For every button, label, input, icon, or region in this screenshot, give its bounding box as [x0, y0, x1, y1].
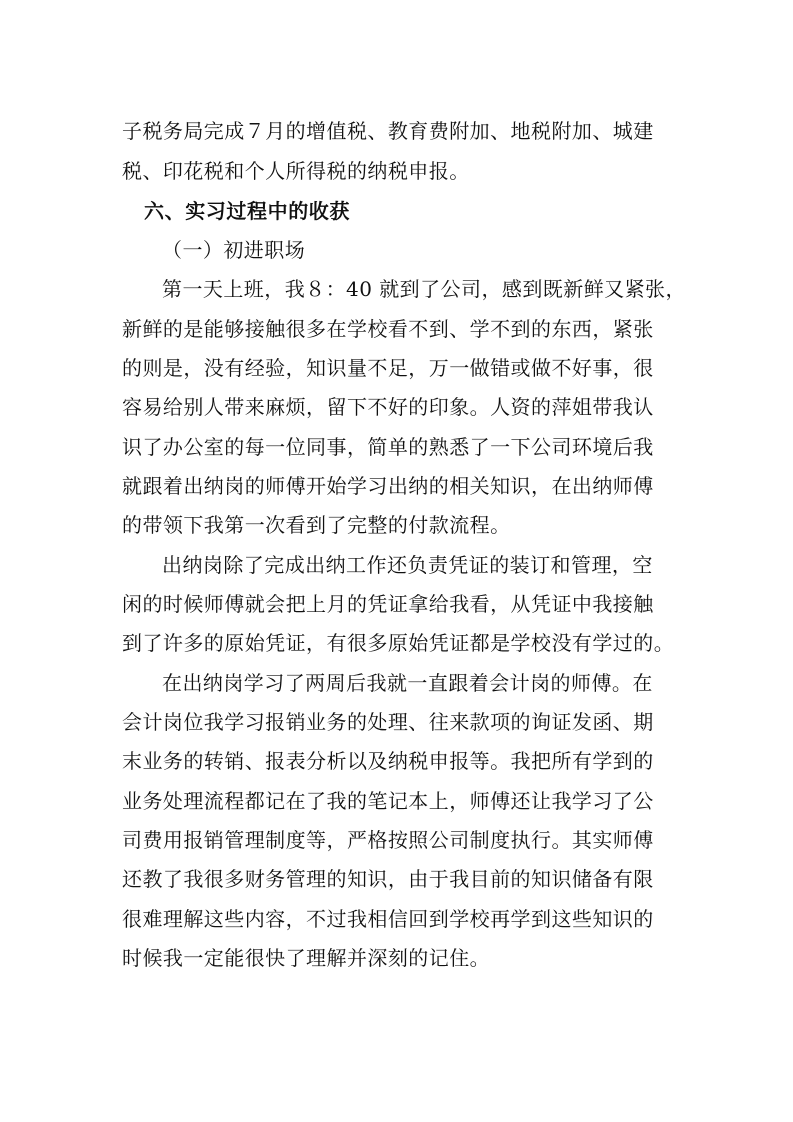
paragraph1-line-7: 的带领下我第一次看到了完整的付款流程。: [122, 513, 511, 537]
intro-line-1: 子税务局完成７月的增值税、教育费附加、地税附加、城建: [122, 119, 654, 143]
paragraph3-line-6: 还教了我很多财务管理的知识，由于我目前的知识储备有限: [122, 867, 654, 891]
paragraph3-line-5: 司费用报销管理制度等，严格按照公司制度执行。其实师傅: [122, 828, 654, 852]
paragraph3-line-8: 时候我一定能很快了理解并深刻的记住。: [122, 946, 491, 970]
paragraph2-line-3: 到了许多的原始凭证，有很多原始凭证都是学校没有学过的。: [122, 631, 675, 655]
paragraph1-line-4: 容易给别人带来麻烦，留下不好的印象。人资的萍姐带我认: [122, 395, 654, 419]
subsection-heading: （一）初进职场: [162, 238, 306, 262]
paragraph1-line-3: 的则是，没有经验，知识量不足，万一做错或做不好事，很: [122, 356, 654, 380]
paragraph3-line-3: 末业务的转销、报表分析以及纳税申报等。我把所有学到的: [122, 749, 654, 773]
intro-line-2: 税、印花税和个人所得税的纳税申报。: [122, 159, 470, 183]
paragraph1-line-1: 第一天上班，我８：40 就到了公司，感到既新鲜又紧张，: [162, 277, 686, 301]
paragraph3-line-4: 业务处理流程都记在了我的笔记本上，师傅还让我学习了公: [122, 789, 654, 813]
section-heading: 六、实习过程中的收获: [144, 199, 350, 223]
paragraph1-line-5: 识了办公室的每一位同事，简单的熟悉了一下公司环境后我: [122, 435, 654, 459]
paragraph2-line-2: 闲的时候师傅就会把上月的凭证拿给我看，从凭证中我接触: [122, 592, 654, 616]
paragraph3-line-7: 很难理解这些内容，不过我相信回到学校再学到这些知识的: [122, 907, 654, 931]
paragraph1-line-6: 就跟着出纳岗的师傅开始学习出纳的相关知识，在出纳师傅: [122, 474, 654, 498]
paragraph1-line-2: 新鲜的是能够接触很多在学校看不到、学不到的东西，紧张: [122, 317, 654, 341]
paragraph3-line-2: 会计岗位我学习报销业务的处理、往来款项的询证发函、期: [122, 710, 654, 734]
paragraph2-line-1: 出纳岗除了完成出纳工作还负责凭证的装订和管理，空: [162, 553, 653, 577]
paragraph3-line-1: 在出纳岗学习了两周后我就一直跟着会计岗的师傅。在: [162, 671, 653, 695]
